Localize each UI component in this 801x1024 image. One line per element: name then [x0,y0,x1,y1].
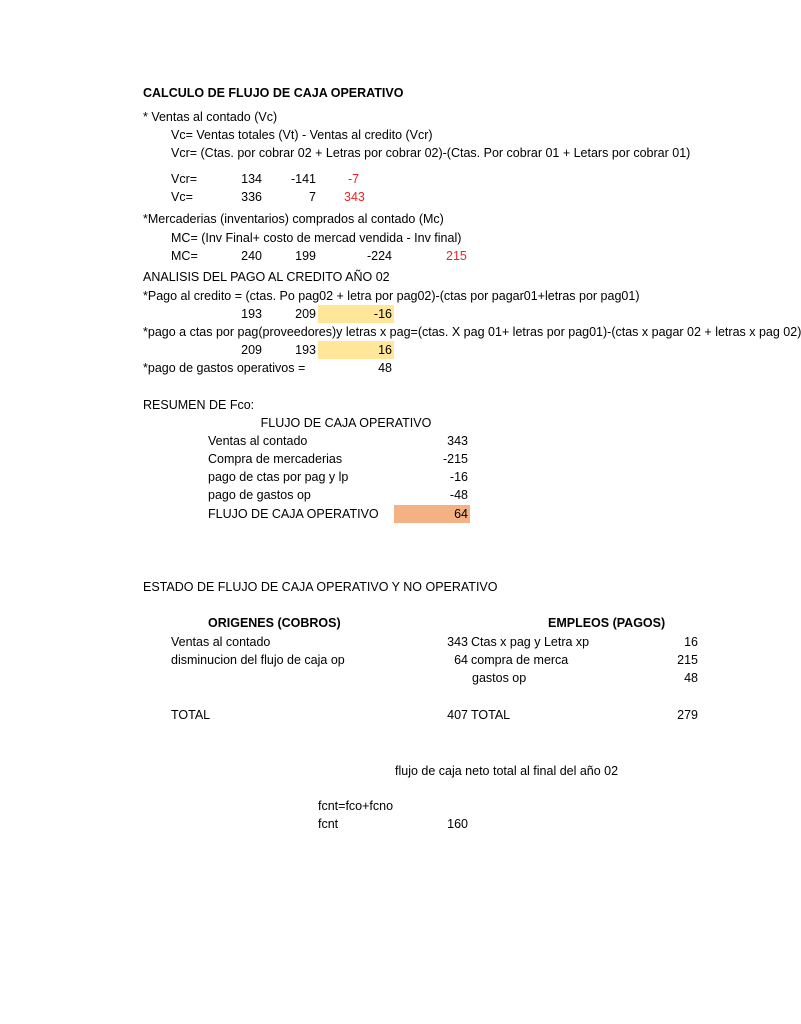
mc-value-a: 240 [241,249,262,263]
mc-value-c: -224 [366,249,392,263]
total-empleo-value: 279 [677,708,698,722]
vcr-value-b: -141 [290,172,316,186]
sheet-title: CALCULO DE FLUJO DE CAJA OPERATIVO [143,86,404,100]
pago-ctas-value-a: 209 [241,343,262,357]
resumen-row-value: 343 [447,434,468,448]
mercaderias-heading: *Mercaderias (inventarios) comprados al contado (Mc) [143,212,444,226]
total-origen-label: TOTAL [171,708,211,722]
vcr-result: -7 [348,172,360,186]
resumen-table-title: FLUJO DE CAJA OPERATIVO [260,416,432,430]
empleo-value: 48 [684,671,698,685]
analisis-heading: ANALISIS DEL PAGO AL CREDITO AÑO 02 [143,270,390,284]
origen-value: 64 [454,653,468,667]
pago-credito-value-a: 193 [241,307,262,321]
vc-label: Vc= [171,190,193,204]
vcr-formula: Vcr= (Ctas. por cobrar 02 + Letras por cobrar 02)-(Ctas. Por cobrar 01 + Letars por cobrar 01) [171,146,691,160]
empleo-label: gastos op [472,671,527,685]
total-empleo-label: TOTAL [471,708,511,722]
neto-caption: flujo de caja neto total al final del año 02 [395,764,619,778]
vc-result: 343 [344,190,365,204]
origen-label: Ventas al contado [171,635,271,649]
pago-ctas-formula: *pago a ctas por pag(proveedores)y letras x pag=(ctas. X pag 01+ letras por pag01)-(ctas x pagar 02 + letras x pag 02) [143,325,801,339]
resumen-row-value: -215 [442,452,468,466]
ventas-heading: * Ventas al contado (Vc) [143,110,278,124]
resumen-row-label: pago de gastos op [208,488,311,502]
vc-value-a: 336 [241,190,262,204]
vcr-value-a: 134 [241,172,262,186]
mc-value-b: 199 [295,249,316,263]
pago-credito-formula: *Pago al credito = (ctas. Po pag02 + letra por pag02)-(ctas por pagar01+letras por pag01) [143,289,640,303]
fcnt-label: fcnt [318,817,339,831]
empleo-label: Ctas x pag y Letra xp [471,635,590,649]
origen-value: 343 [447,635,468,649]
empleos-header: EMPLEOS (PAGOS) [548,616,666,630]
vc-formula: Vc= Ventas totales (Vt) - Ventas al credito (Vcr) [171,128,433,142]
resumen-row-value: -16 [449,470,468,484]
vcr-label: Vcr= [171,172,198,186]
pago-ctas-value-b: 193 [295,343,316,357]
pago-credito-value-b: 209 [295,307,316,321]
mc-label: MC= [171,249,198,263]
vc-value-b: 7 [309,190,316,204]
total-origen-value: 407 [447,708,468,722]
resumen-total-value: 64 [454,507,468,521]
pago-ctas-result: 16 [378,343,392,357]
origen-label: disminucion del flujo de caja op [171,653,345,667]
resumen-total-label: FLUJO DE CAJA OPERATIVO [208,507,379,521]
empleo-label: compra de merca [471,653,569,667]
resumen-row-label: Compra de mercaderias [208,452,343,466]
fcnt-value: 160 [447,817,468,831]
resumen-row-value: -48 [449,488,468,502]
gastos-op-label: *pago de gastos operativos = [143,361,306,375]
empleo-value: 16 [684,635,698,649]
estado-heading: ESTADO DE FLUJO DE CAJA OPERATIVO Y NO OPERATIVO [143,580,498,594]
neto-formula: fcnt=fco+fcno [318,799,394,813]
mc-formula: MC= (Inv Final+ costo de mercad vendida - Inv final) [171,231,462,245]
resumen-row-label: pago de ctas por pag y lp [208,470,349,484]
empleo-value: 215 [677,653,698,667]
pago-credito-result: -16 [373,307,392,321]
gastos-op-value: 48 [378,361,392,375]
resumen-row-label: Ventas al contado [208,434,308,448]
mc-result: 215 [446,249,467,263]
resumen-heading: RESUMEN DE Fco: [143,398,255,412]
origenes-header: ORIGENES (COBROS) [208,616,341,630]
